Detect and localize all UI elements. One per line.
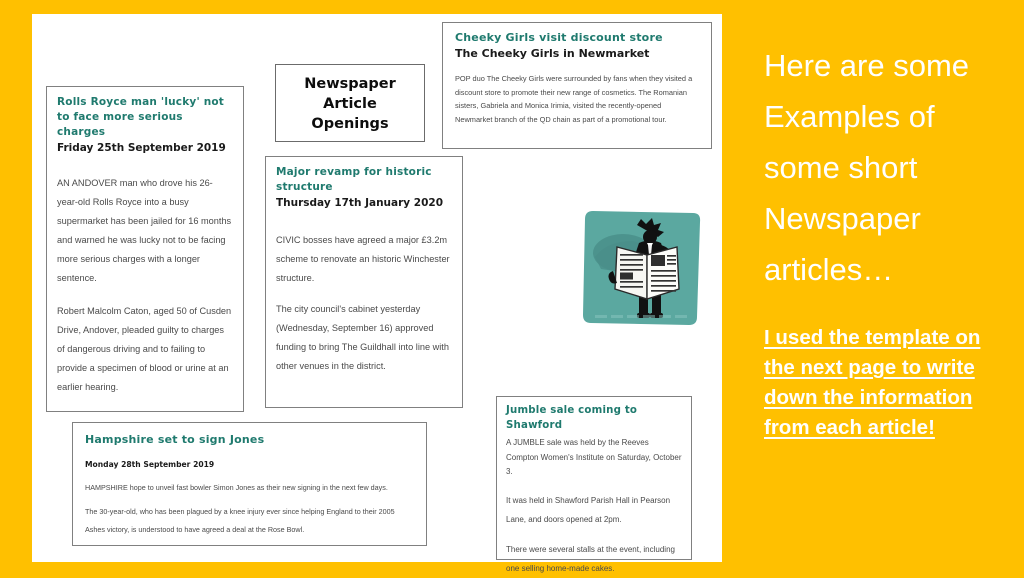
- slide-title-line-3: Openings: [311, 116, 389, 132]
- article-body: [506, 436, 682, 578]
- newspaper-reader-icon: [571, 205, 713, 333]
- article-headline: Major revamp for historic structure: [276, 166, 432, 193]
- article-paragraph: POP duo The Cheeky Girls were surrounded by fans when they visited a discount store to promote their new range of cosmetics. The Romanian sisters, Gabriela and Monica Irimia, visited the recently-opened Newmarket branch of the QD chain as part of a promotional tour.: [455, 74, 693, 124]
- article-paragraph: HAMPSHIRE hope to unveil fast bowler Simon Jones as their new signing in the next few days.: [85, 483, 388, 492]
- article-headline: Rolls Royce man 'lucky' not to face more serious charges: [57, 96, 225, 138]
- slide-title-text: [304, 74, 396, 134]
- article-card-cheeky-girls: [442, 22, 712, 149]
- article-card-jumble-sale: [496, 396, 692, 573]
- article-paragraph: CIVIC bosses have agreed a major £3.2m scheme to renovate an historic Winchester structure.: [276, 235, 450, 283]
- article-paragraph: The 30-year-old, who has been plagued by a knee injury ever since helping England to their 2005 Ashes victory, is understood to have agreed a deal at the Rose Bowl.: [85, 507, 395, 534]
- article-card-hampshire: [72, 422, 427, 546]
- article-date: Monday 28th September 2019: [85, 460, 215, 469]
- slide-title-line-2: Article: [323, 96, 377, 112]
- side-panel-intro-text: Here are some Examples of some short Newspaper articles…: [764, 48, 970, 287]
- article-card-major-revamp: [265, 156, 463, 408]
- slide-title-box: [275, 64, 425, 142]
- article-body: [57, 174, 233, 397]
- article-card-rolls-royce: [46, 86, 244, 412]
- article-paragraph: There were several stalls at the event, including one selling home-made cakes.: [506, 544, 675, 573]
- article-headline: Hampshire set to sign Jones: [85, 433, 265, 446]
- article-body: [85, 479, 414, 539]
- article-subheadline: The Cheeky Girls in Newmarket: [455, 47, 650, 60]
- article-date: Friday 25th September 2019: [57, 142, 226, 154]
- article-date: Thursday 17th January 2020: [276, 197, 444, 209]
- article-headline: Jumble sale coming to Shawford: [506, 405, 638, 431]
- slide-title-line-1: Newspaper: [304, 76, 396, 92]
- article-paragraph: It was held in Shawford Parish Hall in Pearson Lane, and doors opened at 2pm.: [506, 495, 671, 524]
- side-panel-note-text: I used the template on the next page to write down the information from each article!: [764, 326, 981, 439]
- side-panel: [750, 0, 1024, 576]
- article-paragraph: The city council's cabinet yesterday (Wednesday, September 16) approved funding to bring The Guildhall into line with other venues in the district.: [276, 304, 449, 371]
- article-body: [276, 231, 452, 376]
- article-paragraph: A JUMBLE sale was held by the Reeves Compton Women's Institute on Saturday, October 3.: [506, 438, 682, 476]
- article-paragraph: AN ANDOVER man who drove his 26-year-old Rolls Royce into a busy supermarket has been jailed for 16 months and warned he was lucky not to be facing more serious charges with a longer sentence.: [57, 178, 232, 283]
- slide-canvas: [32, 14, 722, 573]
- article-headline: Cheeky Girls visit discount store: [455, 31, 663, 44]
- article-paragraph: Robert Malcolm Caton, aged 50 of Cusden Drive, Andover, pleaded guilty to charges of dangerous driving and to failing to provide a specimen of blood or urine at an earlier hearing.: [57, 306, 232, 392]
- article-body: [455, 72, 699, 126]
